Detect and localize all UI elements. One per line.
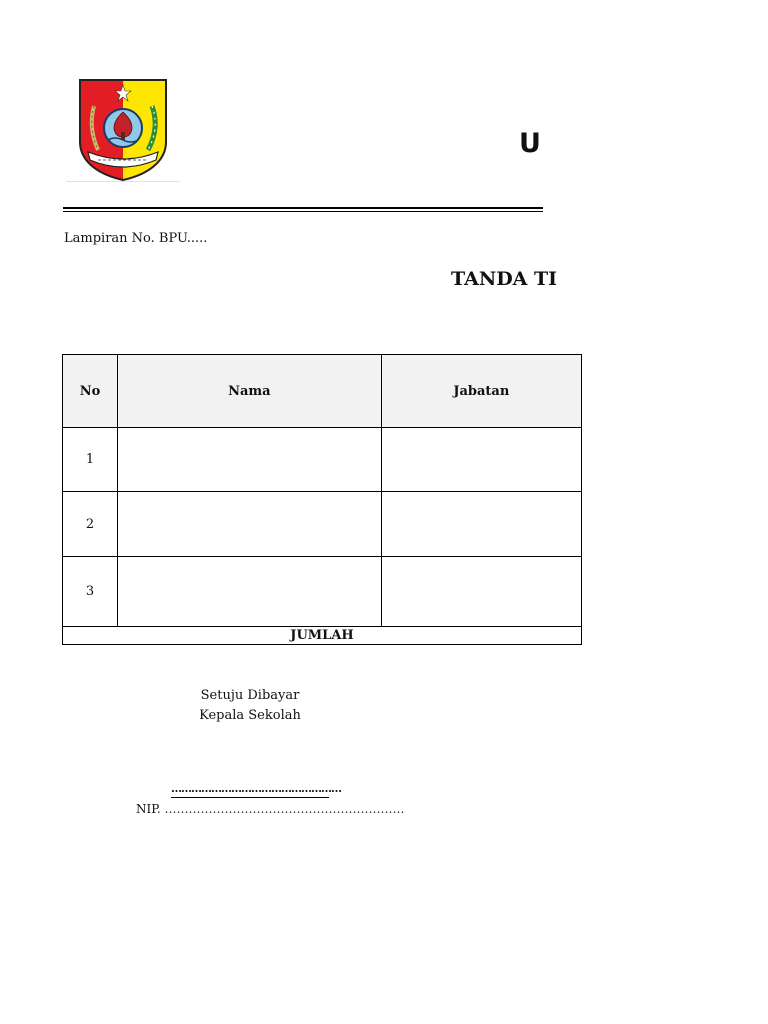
table-row: [63, 492, 582, 557]
row-jabatan-cell[interactable]: [381, 492, 581, 557]
table-total-row: [63, 627, 582, 645]
table-header-row: [63, 355, 582, 428]
approval-label: Setuju Dibayar: [200, 688, 300, 703]
header-title: U: [519, 128, 542, 159]
header-rule-thick: [63, 207, 543, 209]
total-label: JUMLAH: [63, 627, 582, 645]
document-title: TANDA TI: [451, 268, 558, 290]
header-nama: Nama: [118, 355, 382, 428]
receipt-table: [62, 354, 582, 645]
nip-field[interactable]: NIP. ……………………………………………………: [136, 802, 405, 816]
row-nama-cell[interactable]: [118, 557, 382, 627]
row-number: 2: [63, 492, 118, 557]
row-number: 1: [63, 428, 118, 492]
row-nama-cell[interactable]: [118, 428, 382, 492]
header-rule-thin: [63, 211, 543, 212]
approval-block: [180, 686, 320, 726]
table-row: [63, 428, 582, 492]
signatory-name-line[interactable]: ……………………………………………: [171, 783, 329, 798]
row-number: 3: [63, 557, 118, 627]
regency-logo-icon: [70, 76, 176, 182]
table-row: [63, 557, 582, 627]
row-jabatan-cell[interactable]: [381, 557, 581, 627]
header-jabatan: Jabatan: [381, 355, 581, 428]
approver-role: Kepala Sekolah: [199, 708, 301, 723]
header-no: No: [63, 355, 118, 428]
row-nama-cell[interactable]: [118, 492, 382, 557]
logo-divider: [66, 181, 180, 182]
lampiran-reference: Lampiran No. BPU.....: [64, 231, 208, 246]
row-jabatan-cell[interactable]: [381, 428, 581, 492]
